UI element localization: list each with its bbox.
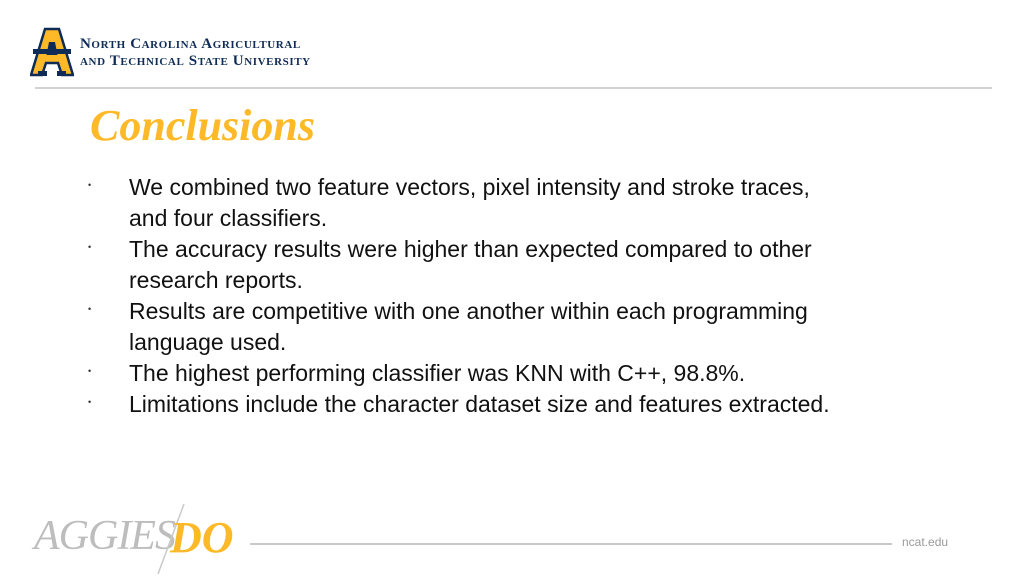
- list-item: [86, 172, 846, 234]
- slide-title: Conclusions: [90, 101, 315, 150]
- university-name: [80, 36, 311, 70]
- footer-brand-aggies: AGGIES: [34, 513, 175, 559]
- bullet-marker: •: [88, 180, 92, 190]
- header-divider: [35, 87, 992, 89]
- aggie-a-logo-icon: [30, 27, 74, 79]
- bullet-text: The highest performing classifier was KNN with C++, 98.8%.: [129, 360, 746, 386]
- list-item: [86, 358, 846, 389]
- footer-brand-do: DO: [170, 513, 234, 562]
- bullet-text: Results are competitive with one another within each programming language used.: [129, 298, 808, 355]
- conclusions-list: [86, 172, 846, 420]
- bullet-text: We combined two feature vectors, pixel intensity and stroke traces, and four classifiers.: [129, 174, 810, 231]
- list-item: [86, 234, 846, 296]
- list-item: [86, 296, 846, 358]
- bullet-text: The accuracy results were higher than expected compared to other research reports.: [129, 236, 812, 293]
- bullet-text: Limitations include the character dataset size and features extracted.: [129, 391, 830, 417]
- footer-url: ncat.edu: [902, 535, 949, 549]
- list-item: [86, 389, 846, 420]
- university-name-line-2: and Technical State University: [80, 53, 311, 69]
- bullet-marker: •: [88, 304, 92, 314]
- bullet-marker: •: [88, 242, 92, 252]
- footer-divider: [250, 543, 892, 545]
- bullet-marker: •: [88, 397, 92, 407]
- bullet-marker: •: [88, 366, 92, 376]
- university-name-line-1: North Carolina Agricultural: [80, 36, 301, 52]
